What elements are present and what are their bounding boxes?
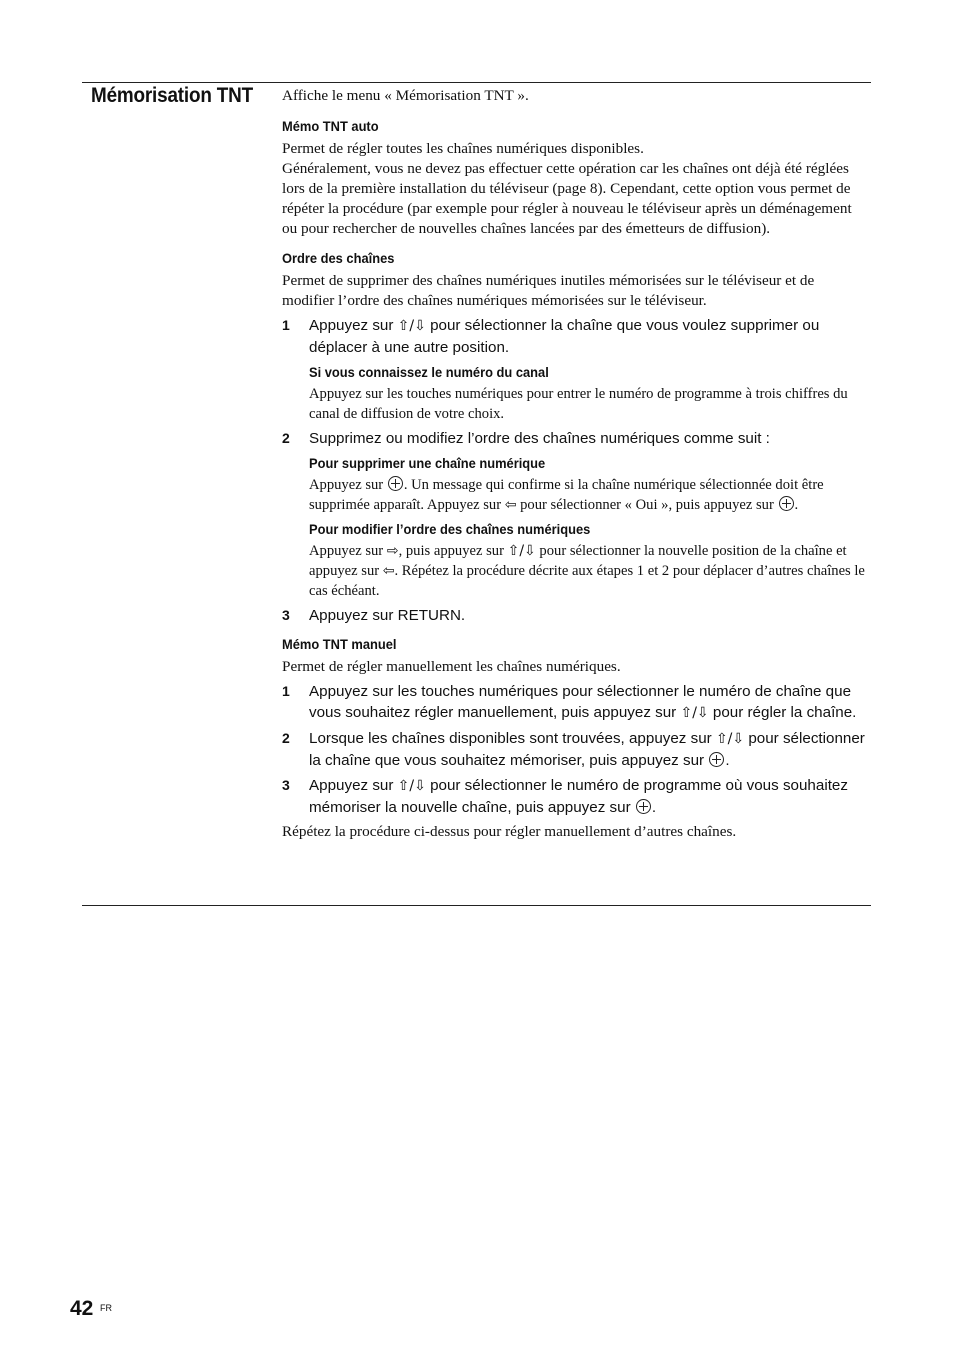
ok-button-icon — [709, 752, 724, 767]
up-down-arrow-icon: ⇧/⇩ — [715, 731, 745, 747]
ordre-chaines-heading: Ordre des chaînes — [282, 250, 395, 266]
step-number: 2 — [282, 430, 290, 446]
bottom-rule — [82, 905, 871, 906]
step-number: 2 — [282, 730, 290, 746]
memo-tnt-auto-heading: Mémo TNT auto — [282, 118, 379, 134]
memo-tnt-manuel-heading: Mémo TNT manuel — [282, 636, 397, 652]
step-number: 1 — [282, 317, 290, 333]
step-number: 3 — [282, 777, 290, 793]
memo-tnt-auto-p2: Généralement, vous ne devez pas effectuer cette opération car les chaînes ont déjà été réglées lors de la première installation du téléviseur (page 8). Cependant, cette option vous permet de répéter la procédure (par exemple pour régler à nouveau le téléviseur après un déménagement ou pour rechercher de nouvelles chaînes lancées par des émetteurs de diffusion). — [282, 160, 852, 237]
manuel-step-1: 1 Appuyez sur les touches numériques pour sélectionner le numéro de chaîne que vous souhaitez régler manuellement, puis appuyez sur ⇧/⇩ pour régler la chaîne. — [282, 683, 857, 721]
step-number: 1 — [282, 683, 290, 699]
left-arrow-icon: ⇦ — [504, 497, 517, 513]
up-down-arrow-icon: ⇧/⇩ — [680, 705, 709, 721]
up-down-arrow-icon: ⇧/⇩ — [507, 543, 536, 559]
memo-tnt-manuel-intro: Permet de régler manuellement les chaînes numériques. — [282, 658, 621, 675]
manuel-step-2: 2 Lorsque les chaînes disponibles sont trouvées, appuyez sur ⇧/⇩ pour sélectionner la chaîne que vous souhaitez mémoriser, puis appuyez sur . — [282, 730, 865, 769]
modify-order-text: Appuyez sur ⇨, puis appuyez sur ⇧/⇩ pour sélectionner la nouvelle position de la chaîne et appuyez sur ⇦. Répétez la procédure décrite aux étapes 1 et 2 pour déplacer d’autres chaînes le cas échéant. — [309, 543, 865, 599]
delete-channel-heading: Pour supprimer une chaîne numérique — [309, 455, 546, 471]
modify-order-heading: Pour modifier l’ordre des chaînes numériques — [309, 521, 591, 537]
memo-tnt-manuel-outro: Répétez la procédure ci-dessus pour régler manuellement d’autres chaînes. — [282, 823, 737, 840]
ok-button-icon — [388, 476, 403, 491]
memo-tnt-auto-p1: Permet de régler toutes les chaînes numériques disponibles. — [282, 140, 644, 157]
section-content — [282, 86, 869, 842]
section-title: Mémorisation TNT — [91, 84, 253, 107]
right-arrow-icon: ⇨ — [386, 543, 399, 559]
ordre-step-3: 3 Appuyez sur RETURN. — [282, 607, 466, 624]
page-language: FR — [100, 1303, 112, 1313]
ok-button-icon — [779, 496, 794, 511]
left-arrow-icon: ⇦ — [382, 563, 395, 579]
manuel-step-3: 3 Appuyez sur ⇧/⇩ pour sélectionner le numéro de programme où vous souhaitez mémoriser la nouvelle chaîne, puis appuyez sur . — [282, 777, 848, 816]
up-down-arrow-icon: ⇧/⇩ — [397, 778, 426, 794]
page-number: 42 — [70, 1297, 94, 1320]
ordre-step-1: 1 Appuyez sur ⇧/⇩ pour sélectionner la chaîne que vous voulez supprimer ou déplacer à une autre position. — [282, 317, 820, 356]
delete-channel-block — [282, 453, 869, 601]
top-rule — [82, 82, 871, 83]
up-down-arrow-icon: ⇧/⇩ — [397, 318, 426, 334]
ok-button-icon — [636, 799, 651, 814]
step-number: 3 — [282, 607, 290, 623]
known-channel-text: Appuyez sur les touches numériques pour entrer le numéro de programme à trois chiffres du canal de diffusion de votre choix. — [309, 386, 848, 422]
delete-channel-text: Appuyez sur . Un message qui confirme si la chaîne numérique sélectionnée doit être supprimée apparaît. Appuyez sur ⇦ pour sélectionner « Oui », puis appuyez sur . — [309, 477, 824, 513]
intro-text: Affiche le menu « Mémorisation TNT ». — [282, 87, 529, 104]
known-channel-block — [282, 362, 869, 424]
ordre-chaines-intro: Permet de supprimer des chaînes numériques inutiles mémorisées sur le téléviseur et de modifier l’ordre des chaînes numériques mémorisées sur le téléviseur. — [282, 272, 815, 309]
ordre-step-2: 2 Supprimez ou modifiez l’ordre des chaînes numériques comme suit : — [282, 430, 770, 447]
known-channel-heading: Si vous connaissez le numéro du canal — [309, 364, 549, 380]
